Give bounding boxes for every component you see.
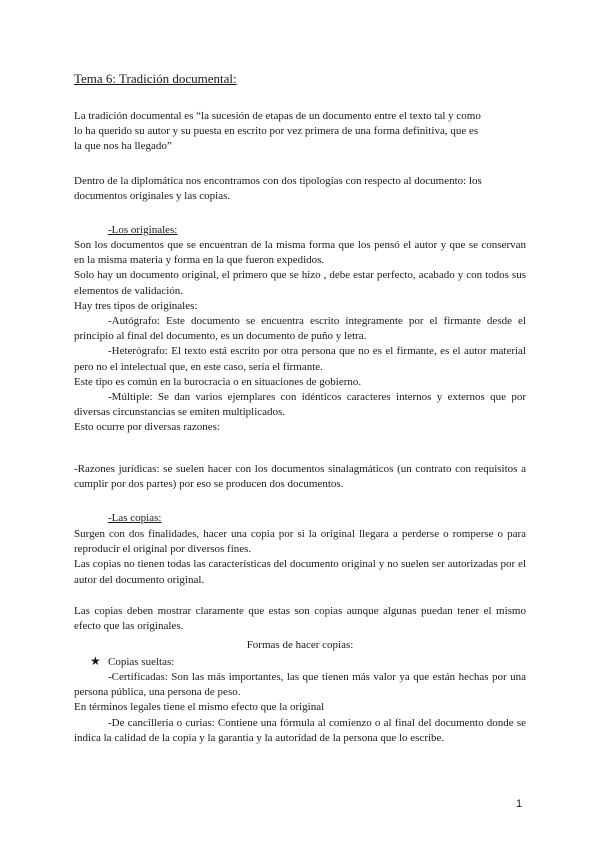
razones-juridicas-text: -Razones jurídicas: se suelen hacer con los documentos sinalagmáticos (un contrato con requisitos a cumplir por dos partes) por eso se producen dos documentos. — [74, 463, 526, 491]
copias-mostrar-paragraph — [74, 604, 526, 634]
originales-definition: Son los documentos que se encuentran de la misma forma que los pensó el autor y que se conservan en la misma materia y forma en la que fueron expedidos. — [74, 239, 526, 267]
heterografo-text: -Heterógrafo: El texto está escrito por otra persona que no es el firmante, es el autor material pero no el intelectual que, en este caso, sería el firmante. — [74, 345, 526, 373]
razones-juridicas-paragraph — [74, 462, 526, 492]
originales-unique: Solo hay un documento original, el primero que se hizo , debe estar perfecto, acabado y con todos sus elementos de validación. — [74, 269, 526, 297]
intro-line: la que nos ha llegado” — [74, 140, 172, 153]
originales-heading: -Los originales: — [108, 224, 178, 236]
certificadas-text: -Certificadas: Son las más importantes, las que tienen más valor ya que están hechas por una persona pública, una persona de peso. — [74, 671, 526, 699]
copias-mostrar-text: Las copias deben mostrar claramente que estas son copias aunque algunas puedan tener el mismo efecto que las originales. — [74, 605, 526, 633]
copias-sueltas-section — [74, 670, 526, 746]
page-number: 1 — [516, 798, 523, 810]
formas-heading: Formas de hacer copias: — [246, 639, 354, 651]
burocracia-text: Este tipo es común en la burocracia o en situaciones de gobierno. — [74, 375, 362, 388]
legales-text: En términos legales tiene el mismo efecto que la original — [74, 701, 325, 714]
diplomatica-line: Dentro de la diplomática nos encontramos con dos tipologías con respecto al documento: los — [74, 175, 482, 187]
copias-section — [74, 527, 526, 588]
diplomatica-paragraph — [74, 174, 526, 204]
diplomatica-line: documentos originales y las copias. — [74, 190, 231, 203]
multiple-text: -Múltiple: Se dan varios ejemplares con idénticos caracteres internos y externos que por diversas circunstancias se emiten multiplicados. — [74, 391, 526, 419]
star-icon: ★ — [90, 654, 101, 668]
copias-heading: -Las copias: — [108, 512, 162, 524]
intro-paragraph — [74, 109, 526, 155]
document-title: Tema 6: Tradición documental: — [74, 71, 237, 86]
intro-line: La tradición documental es “la sucesión de etapas de un documento entre el texto tal y como — [74, 110, 481, 122]
intro-line: lo ha querido su autor y su puesta en escrito por vez primera de una forma definitiva, que es — [74, 125, 479, 138]
originales-types-intro: Hay tres tipos de originales: — [74, 299, 198, 312]
copias-sueltas-label: Copias sueltas: — [108, 656, 175, 668]
autografo-text: -Autógrafo: Este documento se encuentra escrito íntegramente por el firmante desde el principio al final del documento, es un documento de puño y letra. — [74, 315, 526, 343]
cancilleria-text: -De cancillería o curias: Contiene una fórmula al comienzo o al final del documento donde se indica la calidad de la copia y la garantía y la autoridad de la persona que lo escribe. — [74, 716, 526, 744]
copias-caracteristicas: Las copias no tienen todas las características del documento original y no suelen ser autorizadas por el autor del documento original. — [74, 558, 526, 586]
razones-text: Esto ocurre por diversas razones: — [74, 421, 221, 434]
copias-sueltas-item — [90, 654, 174, 670]
copias-finalidades: Surgen con dos finalidades, hacer una copia por si la original llegara a perderse o romperse o para reproducir el original por diversos fines. — [74, 528, 526, 556]
originales-section — [74, 238, 526, 436]
